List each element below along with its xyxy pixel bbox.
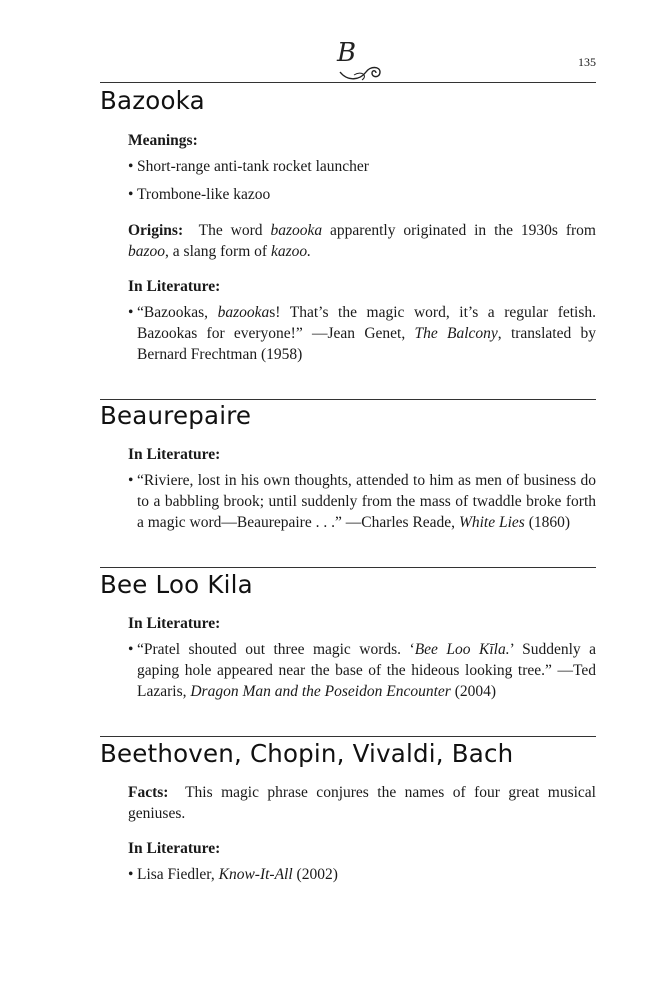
origins-text: The word bazooka apparently originated in the 1930s from bazoo, a slang form of kazoo. [128, 222, 596, 260]
header-rule [100, 82, 596, 83]
entry-headword: Beaurepaire [100, 401, 252, 430]
literature-quote: • “Pratel shouted out three magic words. ‘Bee Loo Kīla.’ Suddenly a gaping hole appeared near the base of the hideous looking tree.” —Ted Lazaris, Dragon Man and the Poseidon Encounter (2004) [128, 641, 596, 700]
literature-quote: • Lisa Fiedler, Know-It-All (2002) [128, 866, 338, 883]
literature-label: In Literature: [128, 615, 221, 632]
origins-label: Origins: [128, 222, 184, 239]
meaning-item: • Trombone-like kazoo [128, 186, 271, 203]
entry-rule [100, 399, 596, 400]
entry-headword: Bazooka [100, 86, 205, 115]
literature-quote: • “Riviere, lost in his own thoughts, attended to him as men of business do to a babbling brook; until suddenly from the mass of twaddle broke forth a magic word—Beaurepaire . . .” —Charles Reade, White Lies (1860) [128, 472, 596, 531]
ornament-letter: B [337, 38, 357, 68]
literature-label: In Literature: [128, 278, 221, 295]
entry-rule [100, 567, 596, 568]
meanings-label: Meanings: [128, 132, 198, 149]
facts-text: This magic phrase conjures the names of four great musical geniuses. [128, 784, 596, 822]
literature-label: In Literature: [128, 446, 221, 463]
page-number: 135 [578, 55, 596, 69]
literature-quote: • “Bazookas, bazookas! That’s the magic word, it’s a regular fetish. Bazookas for everyone!” —Jean Genet, The Balcony, translated by Bernard Frechtman (1958) [128, 304, 597, 363]
entry-headword: Bee Loo Kila [100, 570, 253, 599]
facts-paragraph [128, 782, 596, 824]
chapter-letter-ornament-icon [334, 34, 386, 86]
meaning-item: • Short-range anti-tank rocket launcher [128, 158, 369, 175]
facts-label: Facts: [128, 784, 169, 801]
origins-paragraph [128, 220, 596, 262]
literature-label: In Literature: [128, 840, 221, 857]
entry-rule [100, 736, 596, 737]
entry-headword: Beethoven, Chopin, Vivaldi, Bach [100, 739, 514, 768]
